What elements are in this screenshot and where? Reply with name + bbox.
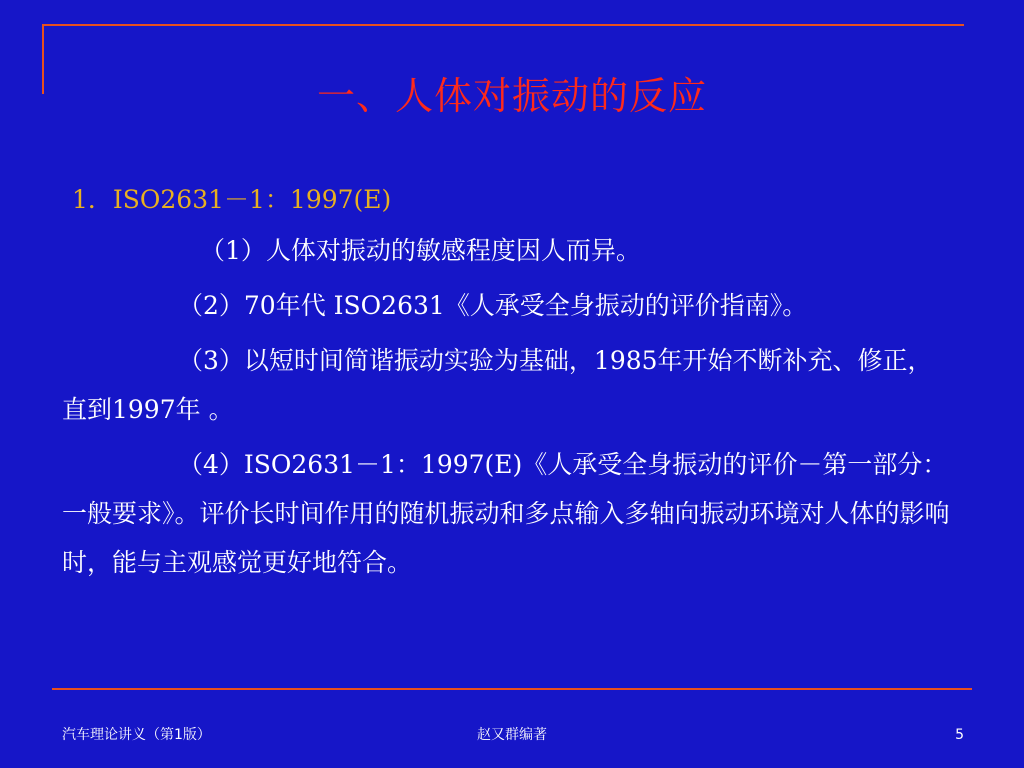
paragraph-2: （2）70年代 ISO2631《人承受全身振动的评价指南》。 [178, 291, 808, 320]
footer-course-title: 汽车理论讲义（第1版） [62, 727, 211, 743]
footer-page-number: 5 [955, 727, 964, 743]
paragraph-1: （1）人体对振动的敏感程度因人而异。 [200, 236, 641, 265]
footer-rule [52, 688, 972, 690]
frame-top-rule [42, 24, 964, 26]
paragraph-3: （3）以短时间简谐振动实验为基础，1985年开始不断补充、修正，直到1997年 。 [62, 346, 933, 424]
section-heading: 1．ISO2631－1：1997(E) [72, 185, 392, 214]
paragraph-4: （4）ISO2631－1：1997(E)《人承受全身振动的评价－第一部分：一般要求》。评价长时间作用的随机振动和多点输入多轴向振动环境对人体的影响时，能与主观感觉更好地符合。 [62, 450, 950, 577]
footer-author: 赵又群编著 [477, 727, 547, 743]
slide-title: 一、人体对振动的反应 [316, 74, 707, 118]
slide-body [62, 226, 954, 593]
